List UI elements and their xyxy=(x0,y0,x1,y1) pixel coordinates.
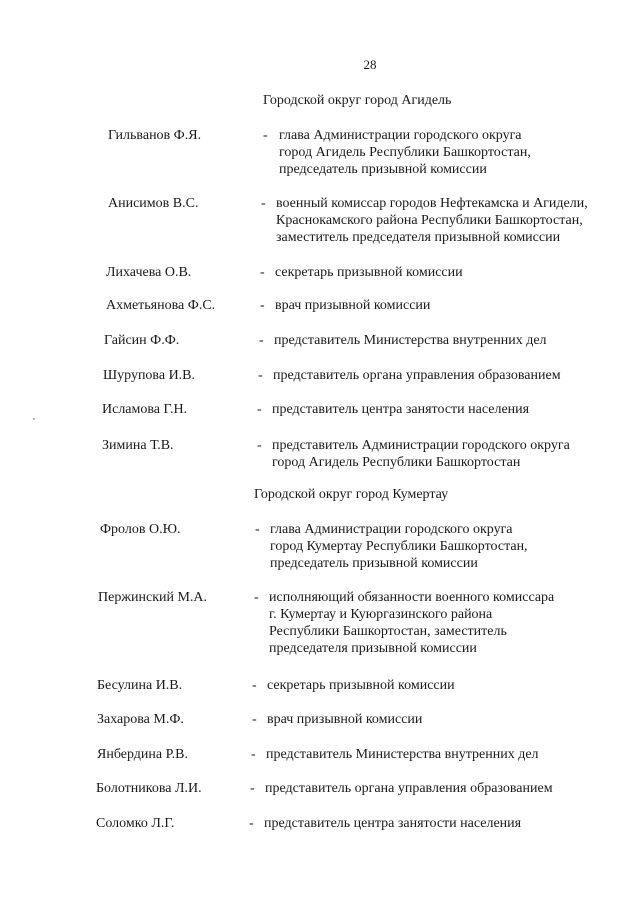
member-role: представитель Министерства внутренних дел xyxy=(266,747,539,762)
member-name: Гильванов Ф.Я. xyxy=(108,128,202,143)
member-role: представитель органа управления образованием xyxy=(273,368,561,383)
dash-separator: - xyxy=(250,781,255,796)
member-role: секретарь призывной комиссии xyxy=(267,678,455,693)
member-role: секретарь призывной комиссии xyxy=(275,265,463,280)
dash-separator: - xyxy=(249,816,254,831)
scan-speck xyxy=(33,418,35,420)
dash-separator: - xyxy=(255,522,260,537)
member-role: представитель центра занятости населения xyxy=(272,402,530,417)
dash-separator: - xyxy=(252,678,257,693)
section-title-kumertau: Городской округ город Кумертау xyxy=(254,487,449,502)
member-name: Бесулина И.В. xyxy=(97,678,183,693)
member-name: Соломко Л.Г. xyxy=(96,816,175,831)
member-role: представитель центра занятости населения xyxy=(264,816,522,831)
member-name: Зимина Т.В. xyxy=(102,438,174,453)
dash-separator: - xyxy=(259,333,264,348)
member-role: глава Администрации городского округа город Кумертау Республики Башкортостан, председатель призывной комиссии xyxy=(270,522,528,571)
dash-separator: - xyxy=(260,265,265,280)
member-name: Пержинский М.А. xyxy=(98,590,208,605)
dash-separator: - xyxy=(252,712,257,727)
member-name: Фролов О.Ю. xyxy=(100,522,181,537)
dash-separator: - xyxy=(258,368,263,383)
dash-separator: - xyxy=(260,298,265,313)
member-name: Шурупова И.В. xyxy=(103,368,196,383)
member-role: военный комиссар городов Нефтекамска и Агидели, Краснокамского района Республики Башкортостан, заместитель председателя призывной комиссии xyxy=(276,196,588,245)
member-role: представитель Министерства внутренних дел xyxy=(274,333,547,348)
dash-separator: - xyxy=(254,590,259,605)
member-role: врач призывной комиссии xyxy=(275,298,431,313)
member-name: Болотникова Л.И. xyxy=(96,781,202,796)
member-name: Лихачева О.В. xyxy=(106,265,192,280)
member-role: представитель органа управления образованием xyxy=(265,781,553,796)
member-role: исполняющий обязанности военного комиссара г. Кумертау и Куюргазинского района Республики Башкортостан, заместитель председателя призывной комиссии xyxy=(269,590,555,656)
dash-separator: - xyxy=(263,128,268,143)
member-name: Захарова М.Ф. xyxy=(97,712,184,727)
member-role: представитель Администрации городского округа город Агидель Республики Башкортостан xyxy=(272,438,570,470)
member-name: Гайсин Ф.Ф. xyxy=(104,333,180,348)
section-title-agidel: Городской округ город Агидель xyxy=(263,93,452,108)
member-name: Янбердина Р.В. xyxy=(97,747,188,762)
dash-separator: - xyxy=(251,747,256,762)
member-name: Анисимов В.С. xyxy=(108,196,199,211)
dash-separator: - xyxy=(257,438,262,453)
member-name: Ахметьянова Ф.С. xyxy=(106,298,216,313)
member-role: глава Администрации городского округа город Агидель Республики Башкортостан, председатель призывной комиссии xyxy=(279,128,531,177)
page-number: 28 xyxy=(363,57,377,72)
member-name: Исламова Г.Н. xyxy=(102,402,188,417)
dash-separator: - xyxy=(261,196,266,211)
member-role: врач призывной комиссии xyxy=(267,712,423,727)
dash-separator: - xyxy=(257,402,262,417)
